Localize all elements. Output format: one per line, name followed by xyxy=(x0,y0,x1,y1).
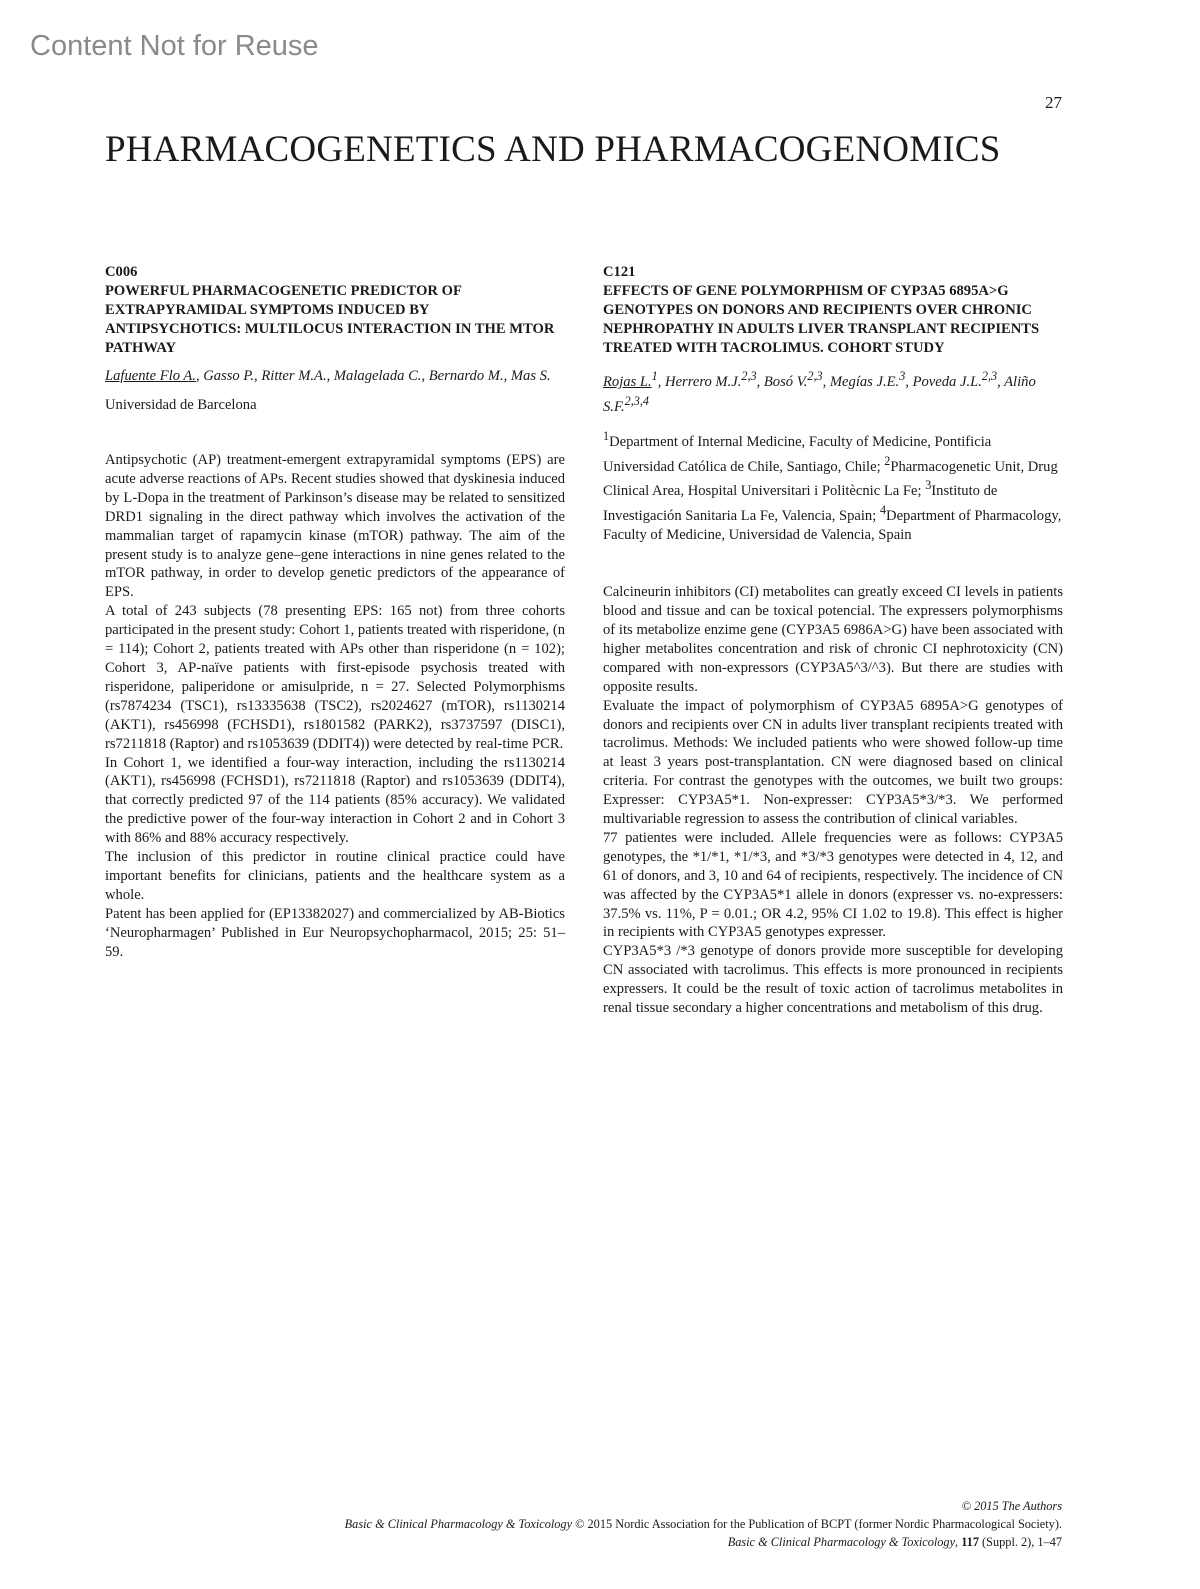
affiliation: Department of Internal Medicine, Faculty of Medicine, Pontificia Universidad Católica de Chile, Santiago, Chile; xyxy=(603,433,992,475)
footer-citation-journal: Basic & Clinical Pharmacology & Toxicology xyxy=(727,1535,956,1549)
abstract-id: C006 xyxy=(105,264,138,280)
author-affiliation-mark: 1 xyxy=(651,369,658,383)
footer-volume: 117 xyxy=(961,1535,979,1549)
affiliation-mark: 2 xyxy=(884,453,891,468)
author-affiliation-mark: 3 xyxy=(899,369,906,383)
co-authors: , Gasso P., Ritter M.A., Malagelada C., Bernardo M., Mas S. xyxy=(195,368,551,384)
author-name: Poveda J.L. xyxy=(912,373,982,390)
footer-citation-sep: , xyxy=(955,1535,962,1549)
footer-citation-rest: (Suppl. 2), 1–47 xyxy=(978,1535,1062,1549)
body-paragraph: Patent has been applied for (EP13382027) and commercialized by AB-Biotics ‘Neuropharmagen’ Published in Eur Neuropsychopharmacol, 2015; 25: 51–59. xyxy=(105,905,565,960)
presenting-author: Rojas L. xyxy=(603,373,652,390)
page-number: 27 xyxy=(1045,93,1062,112)
author-name: Megías J.E. xyxy=(829,373,900,390)
abstract-c006 xyxy=(105,263,565,961)
author-affiliation-mark: 2,3 xyxy=(741,369,757,383)
body-paragraph: CYP3A5*3 /*3 genotype of donors provide more susceptible for developing CN associated with tacrolimus. This effects is more pronounced in recipients expressers. It could be the result of toxic action of tacrolimus metabolites in renal tissue secondary a higher concentrations and metabolism of this drug. xyxy=(603,943,1063,1017)
body-paragraph: The inclusion of this predictor in routine clinical practice could have important benefits for clinicians, patients and the healthcare system as a whole. xyxy=(105,849,565,903)
page-footer xyxy=(345,1497,1062,1551)
body-paragraph: Antipsychotic (AP) treatment-emergent extrapyramidal symptoms (EPS) are acute adverse reactions of APs. Recent studies showed that dyskinesia induced by L-Dopa in the treatment of Parkinson’s disease may be related to sensitized DRD1 signaling in the direct pathway which involves the activation of the mammalian target of rapamycin kinase (mTOR) pathway. The aim of the present study is to analyze gene–gene interactions in nine genes related to the mTOR pathway, in order to develop genetic predictors of the appearance of EPS. xyxy=(105,452,565,601)
section-title: PHARMACOGENETICS AND PHARMACOGENOMICS xyxy=(105,129,1001,170)
watermark: Content Not for Reuse xyxy=(30,30,319,62)
author-name: Bosó V. xyxy=(763,373,808,390)
author-list: Rojas L.$^1$, Herrero M.J.$^{2,3}$, Bosó V.$^{2,3}$, Megías J.E.$^3$, Poveda J.L.$^{2,3}$, Aliño S.F.$^{2,3,4}$ xyxy=(603,369,1036,415)
affiliation-mark: 4 xyxy=(879,503,887,518)
presenting-author: Lafuente Flo A. xyxy=(105,368,196,384)
footer-copyright: © 2015 The Authors xyxy=(961,1499,1062,1513)
affiliation-list xyxy=(603,427,1063,545)
abstract-title: EFFECTS OF GENE POLYMORPHISM OF CYP3A5 6895A>G GENOTYPES ON DONORS AND RECIPIENTS OVER CHRONIC NEPHROPATHY IN ADULTS LIVER TRANSPLANT RECIPIENTS TREATED WITH TACROLIMUS. COHORT STUDY xyxy=(603,283,1040,356)
affiliation: Pharmacogenetic Unit, Drug Clinical Area, Hospital Universitari i Politècnic La Fe; xyxy=(603,458,1058,500)
body-paragraph: In Cohort 1, we identified a four-way interaction, including the rs1130214 (AKT1), rs456998 (FCHSD1), rs7211818 (Raptor) and rs1053639 (DDIT4), that correctly predicted 97 of the 114 patients (85% accuracy). We validated the predictive power of the four-way interaction in Cohort 2 and in Cohort 3 with 86% and 88% accuracy respectively. xyxy=(105,754,565,847)
footer-publisher-line xyxy=(345,1515,1062,1533)
author-affiliation-mark: 2,3 xyxy=(807,369,823,383)
footer-journal-name: Basic & Clinical Pharmacology & Toxicology xyxy=(344,1517,573,1531)
affiliation-mark: 3 xyxy=(925,478,932,493)
abstract-body xyxy=(603,583,1063,1018)
author-affiliation-mark: 2,3 xyxy=(981,369,998,383)
body-paragraph: A total of 243 subjects (78 presenting EPS: 165 not) from three cohorts participated in the present study: Cohort 1, patients treated with risperidone, (n = 114); Cohort 2, patients treated with APs other than risperidone (n = 102); Cohort 3, AP-naïve patients with first-episode psychosis treated with risperidone, paliperidone or amisulpride, n = 27. Selected Polymorphisms (rs7874234 (TSC1), rs13335638 (TSC2), rs2024627 (mTOR), rs1130214 (AKT1), rs456998 (FCHSD1), rs1801582 (PARK2), rs3737597 (DISC1), rs7211818 (Raptor) and rs1053639 (DDIT4)) were detected by real-time PCR. xyxy=(105,603,565,752)
body-paragraph: Evaluate the impact of polymorphism of CYP3A5 6895A>G genotypes of donors and recipients over CN in adults liver transplant recipients treated with tacrolimus. Methods: We included patients who were showed follow-up time at least 3 years post-transplantation. CN were diagnosed based on clinical criteria. For contrast the genotypes with the outcomes, we built two groups: Expresser: CYP3A5*1. Non-expresser: CYP3A5*3/*3. We performed multivariable regression to assess the contribution of clinical variables. xyxy=(603,697,1063,828)
abstract-c121 xyxy=(603,263,1063,1018)
abstract-title: POWERFUL PHARMACOGENETIC PREDICTOR OF EXTRAPYRAMIDAL SYMPTOMS INDUCED BY ANTIPSYCHOTICS: MULTILOCUS INTERACTION IN THE MTOR PATHWAY xyxy=(105,283,555,356)
body-paragraph: Calcineurin inhibitors (CI) metabolites can greatly exceed CI levels in patients blood and tissue and can be toxical potencial. The expressers polymorphisms of its metabolize enzime gene (CYP3A5 6986A>G) have been associated with higher metabolites concentration and risk of chronic CI nephrotoxicity (CN) compared with non-expressors (CYP3A5^3/^3). But there are studies with opposite results. xyxy=(603,584,1063,695)
affiliation: Instituto de Investigación Sanitaria La Fe, Valencia, Spain; xyxy=(603,483,998,525)
abstract-id: C121 xyxy=(603,264,636,280)
footer-citation xyxy=(345,1533,1062,1551)
author-name: Herrero M.J. xyxy=(665,373,742,390)
author-name: Aliño S.F. xyxy=(603,373,1036,415)
affiliation: Universidad de Barcelona xyxy=(105,397,257,413)
affiliation: Department of Pharmacology, Faculty of Medicine, Universidad de Valencia, Spain xyxy=(603,508,1062,544)
author-affiliation-mark: 2,3,4 xyxy=(624,393,649,408)
footer-publisher: © 2015 Nordic Association for the Publication of BCPT (former Nordic Pharmacological Society). xyxy=(572,1517,1062,1531)
affiliation-mark: 1 xyxy=(603,428,610,443)
abstract-body xyxy=(105,451,565,961)
author-list xyxy=(105,367,565,386)
body-paragraph: 77 patientes were included. Allele frequencies were as follows: CYP3A5 genotypes, the *1/*1, *1/*3, and *3/*3 genotypes were detected in 4, 12, and 61 of donors, and 3, 10 and 64 of recipients, respectively. The incidence of CN was affected by the CYP3A5*1 allele in donors (expresser vs. no-expressers: 37.5% vs. 11%, P = 0.01.; OR 4.2, 95% CI 1.02 to 19.8). This effect is higher in recipients with CYP3A5 genotypes expresser. xyxy=(603,829,1063,941)
